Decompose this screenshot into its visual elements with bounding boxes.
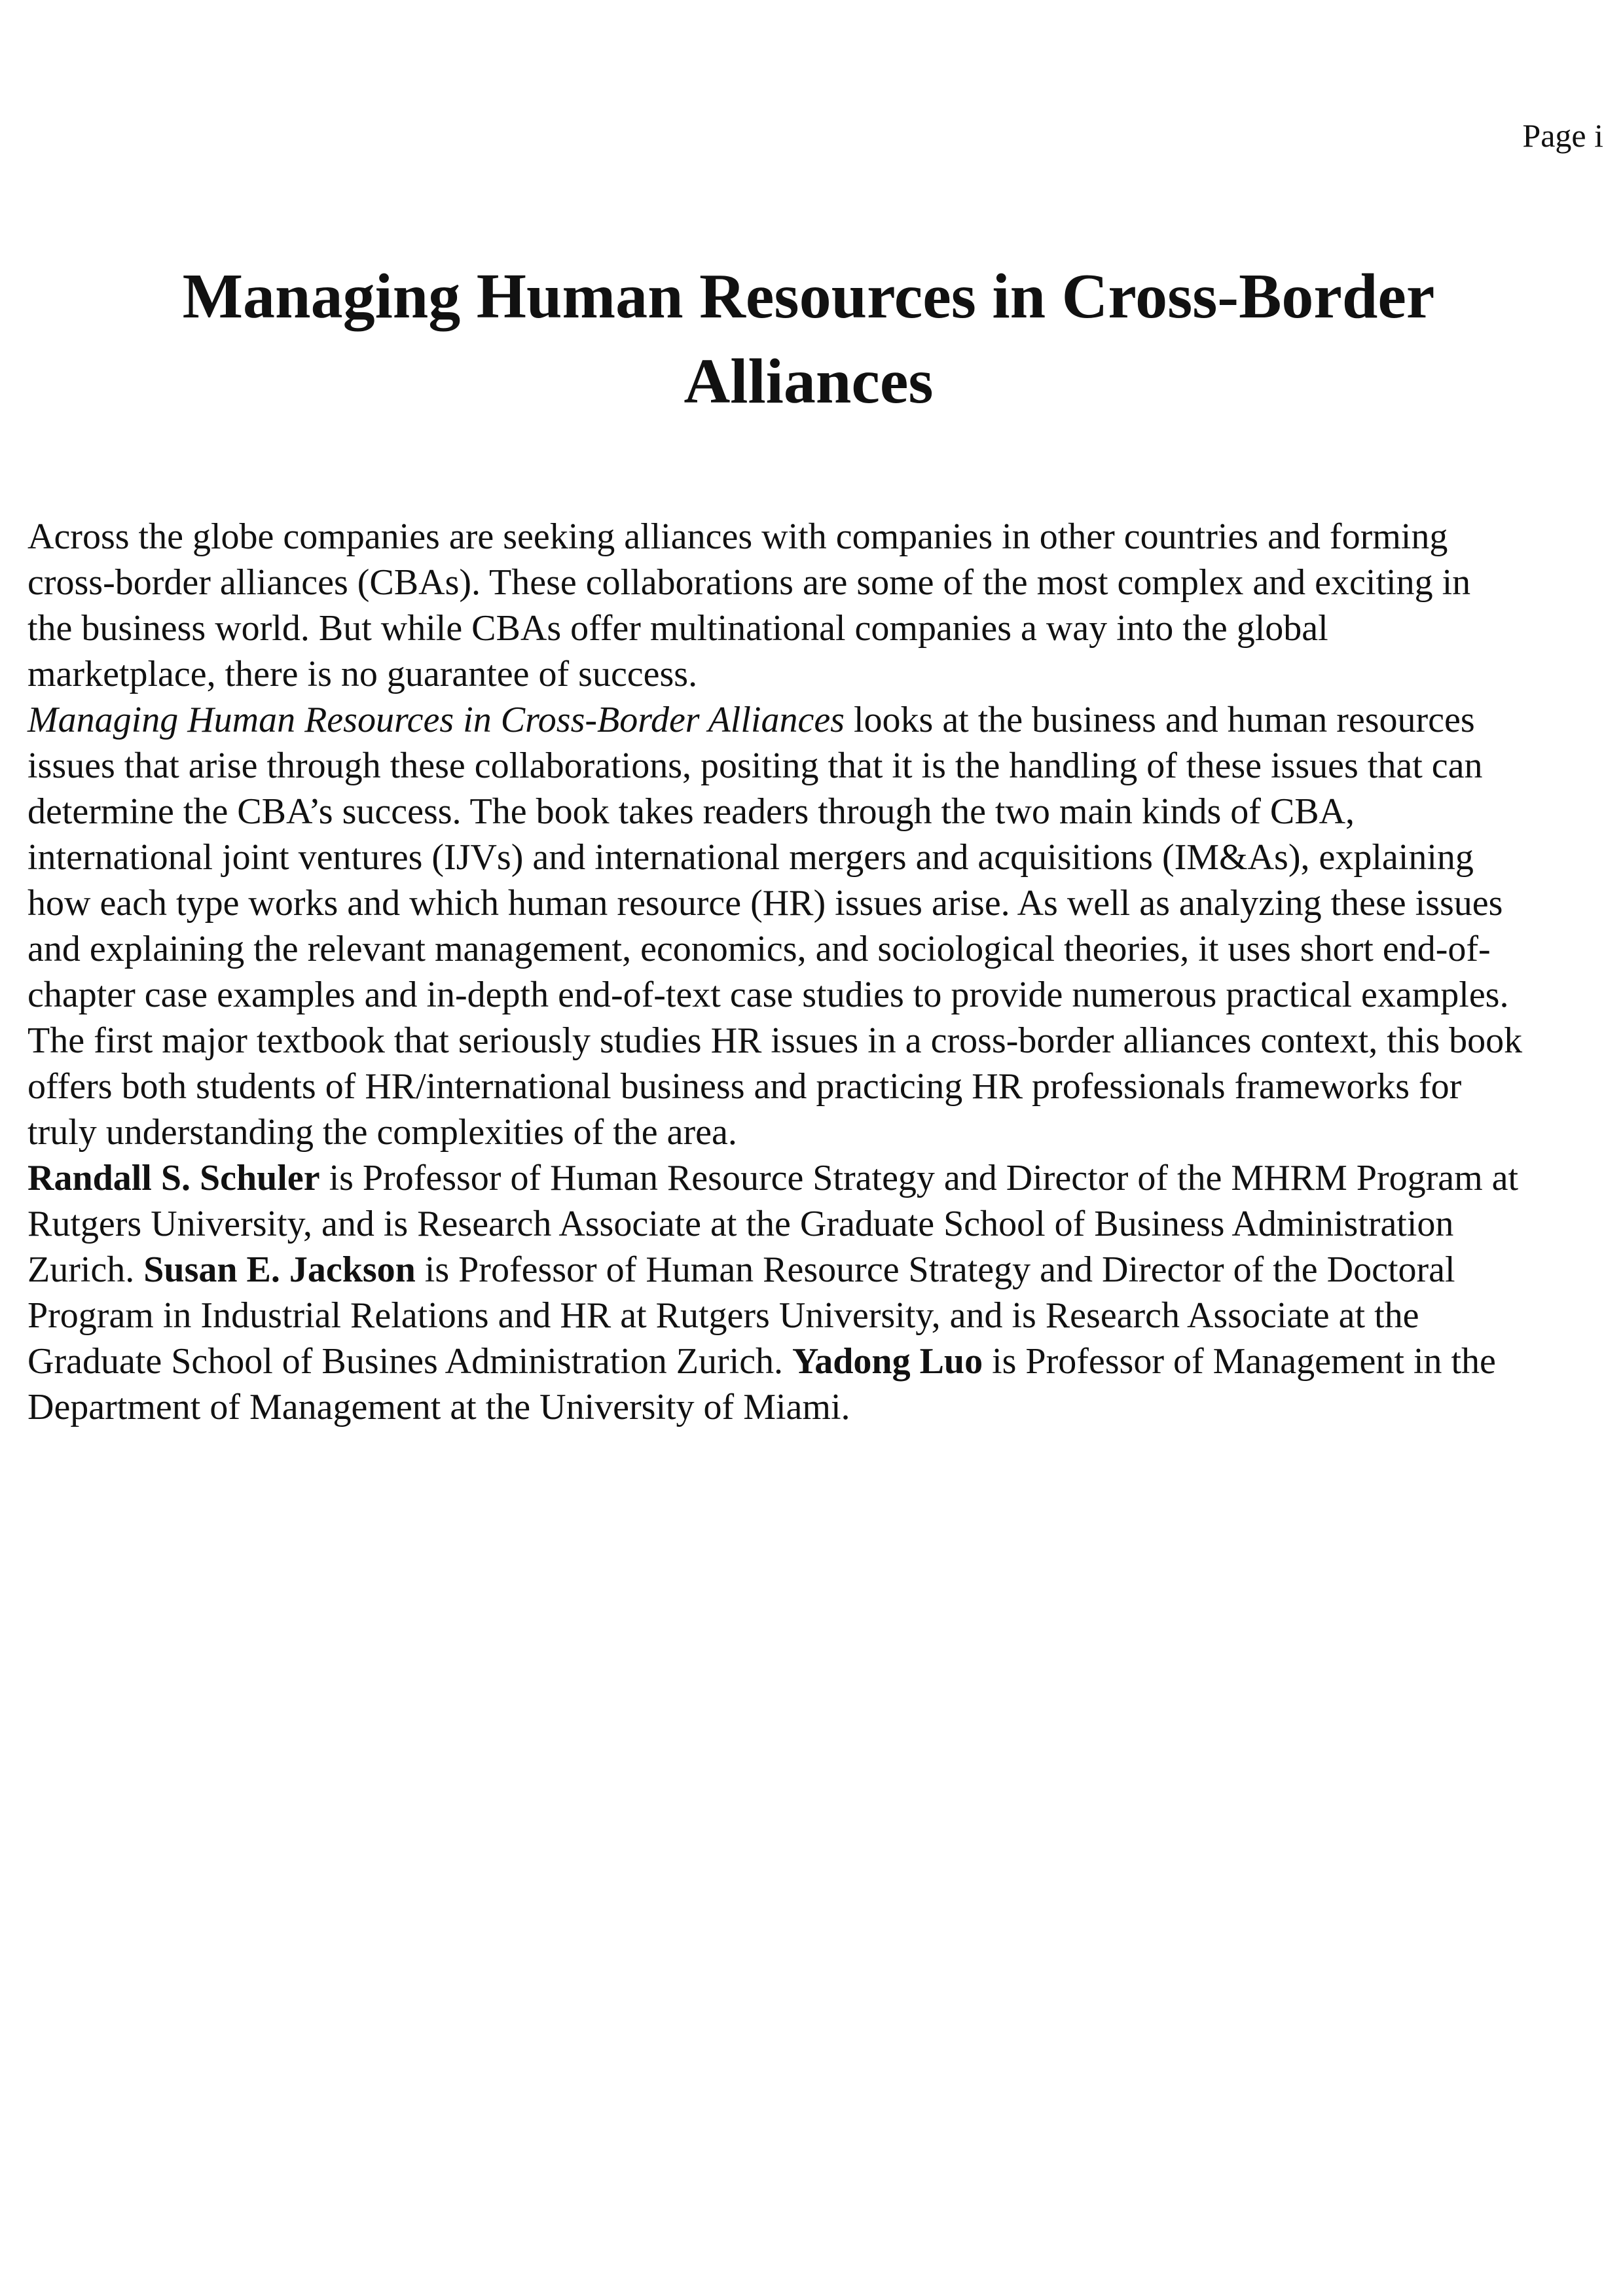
text-line: The first major textbook that seriously studies HR issues in a cross-border alliances context, this book	[27, 1020, 1523, 1061]
intro-paragraph	[27, 514, 1612, 697]
page-number: Page i	[1522, 117, 1603, 154]
text-line	[27, 1338, 1612, 1384]
author-name: Yadong Luo	[792, 1341, 983, 1382]
text-fragment: Graduate School of Busines Administration Zurich.	[27, 1341, 793, 1382]
text-line: cross-border alliances (CBAs). These collaborations are some of the most complex and exciting in	[27, 562, 1471, 603]
text-fragment: Zurich.	[27, 1249, 144, 1290]
text-fragment: looks at the business and human resources	[844, 700, 1475, 740]
author-name: Susan E. Jackson	[143, 1249, 416, 1290]
book-title-italic: Managing Human Resources in Cross-Border Alliances	[27, 700, 845, 740]
text-line: international joint ventures (IJVs) and international mergers and acquisitions (IM&As), explaining	[27, 837, 1474, 878]
text-line: determine the CBA’s success. The book takes readers through the two main kinds of CBA,	[27, 791, 1355, 832]
text-line: issues that arise through these collaborations, positing that it is the handling of these issues that can	[27, 745, 1483, 786]
book-summary-paragraph	[27, 697, 1612, 1155]
text-line: Department of Management at the University of Miami.	[27, 1387, 850, 1427]
description-body	[27, 514, 1612, 1430]
author-bios-paragraph	[27, 1155, 1612, 1430]
author-name: Randall S. Schuler	[27, 1158, 320, 1198]
text-line: Program in Industrial Relations and HR at Rutgers University, and is Research Associate at the	[27, 1295, 1419, 1336]
text-line	[27, 1155, 1612, 1201]
text-line: truly understanding the complexities of the area.	[27, 1112, 737, 1153]
text-line	[27, 1247, 1612, 1293]
book-title-heading	[59, 254, 1558, 424]
text-line: Rutgers University, and is Research Associate at the Graduate School of Business Administration	[27, 1204, 1454, 1244]
text-line: the business world. But while CBAs offer multinational companies a way into the global	[27, 608, 1328, 649]
text-line: Across the globe companies are seeking alliances with companies in other countries and forming	[27, 516, 1448, 557]
text-fragment: is Professor of Human Resource Strategy and Director of the MHRM Program at	[319, 1158, 1519, 1198]
text-line: marketplace, there is no guarantee of success.	[27, 654, 698, 694]
title-line-2: Alliances	[684, 346, 934, 417]
title-line-1: Managing Human Resources in Cross-Border	[182, 261, 1435, 332]
text-line	[27, 697, 1612, 743]
text-line: and explaining the relevant management, economics, and sociological theories, it uses short end-of-	[27, 929, 1491, 969]
text-fragment: is Professor of Management in the	[983, 1341, 1496, 1382]
text-line: how each type works and which human resource (HR) issues arise. As well as analyzing these issues	[27, 883, 1503, 924]
text-line: offers both students of HR/international business and practicing HR professionals frameworks for	[27, 1066, 1462, 1107]
text-fragment: is Professor of Human Resource Strategy and Director of the Doctoral	[415, 1249, 1455, 1290]
text-line: chapter case examples and in-depth end-of-text case studies to provide numerous practical examples.	[27, 975, 1509, 1015]
